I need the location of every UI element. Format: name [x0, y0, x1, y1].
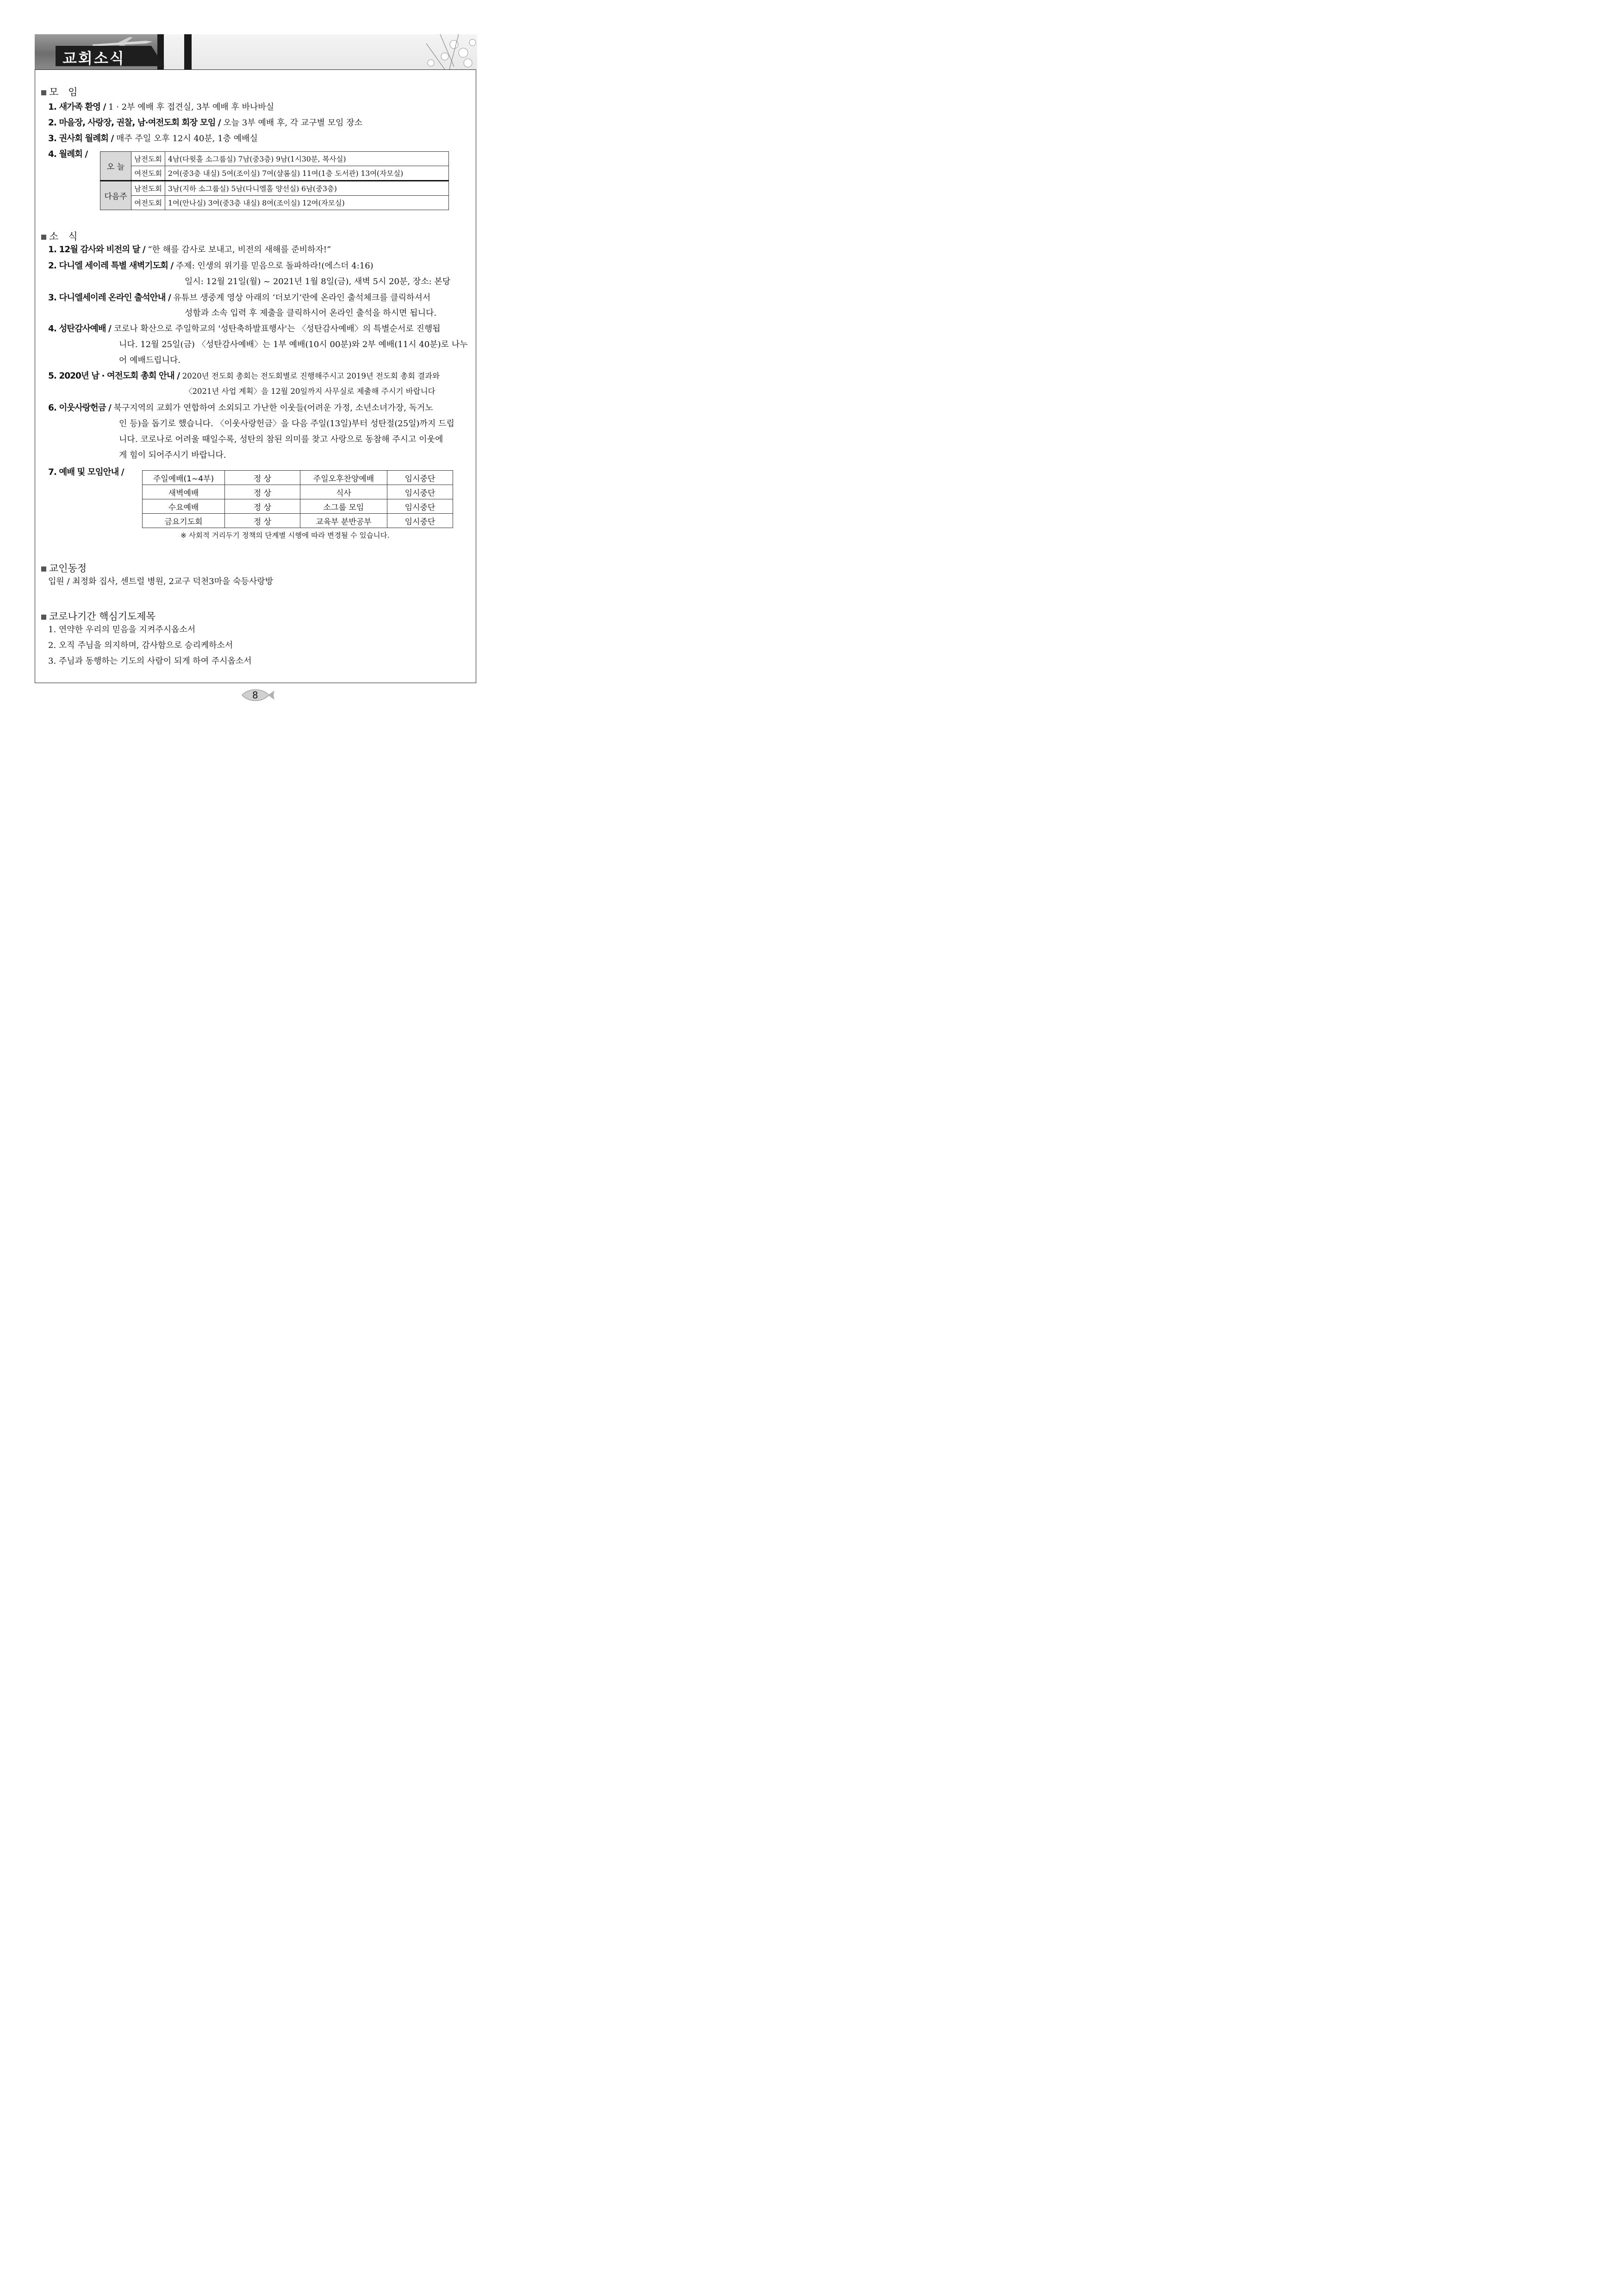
meeting-item: 4. 월례회 /	[48, 149, 88, 159]
news-item-line: 일시: 12월 21일(월) ~ 2021년 1월 8일(금), 새벽 5시 20분, 장소: 본당	[185, 277, 451, 286]
prayer-item: 1. 연약한 우리의 믿음을 지켜주시옵소서	[48, 625, 196, 635]
table-cell: 정 상	[225, 471, 300, 485]
table-row	[143, 514, 453, 528]
table-cell: 임시중단	[387, 514, 453, 528]
table-row	[100, 181, 449, 196]
banner-divider-bar	[184, 34, 192, 69]
table-cell: 정 상	[225, 485, 300, 499]
monthly-meeting-table	[100, 151, 449, 210]
row-text: 4남(다윗홀 소그룹실) 7남(중3층) 9남(1시30분, 복사실)	[165, 152, 449, 166]
header-banner	[35, 34, 477, 69]
flower-decoration-icon	[398, 34, 477, 69]
bullet-square-icon	[41, 566, 46, 572]
page-number: 8	[252, 690, 258, 701]
row-text: 2여(중3층 내실) 5여(조이실) 7여(샬롬실) 11여(1층 도서관) 13여(자모실)	[165, 166, 449, 181]
members-text: 입원 / 최정화 집사, 센트럴 병원, 2교구 덕천3마을 숙등사랑방	[48, 577, 274, 586]
row-label: 남전도회	[131, 152, 165, 166]
news-item-line: 어 예배드립니다.	[119, 355, 181, 365]
table-row	[100, 196, 449, 210]
group-cell: 오 늘	[100, 152, 131, 181]
table-row	[100, 166, 449, 181]
news-item-line: 〈2021년 사업 계획〉을 12월 20일까지 사무실로 제출해 주시기 바랍니다	[185, 387, 436, 396]
table-row	[143, 499, 453, 514]
table-row	[100, 152, 449, 166]
news-item: 4. 성탄감사예배 / 코로나 확산으로 주일학교의 '성탄축하발표행사'는 〈성탄감사예배〉의 특별순서로 진행됩	[48, 324, 441, 334]
table-row	[143, 485, 453, 499]
section-heading-members: 교인동정	[41, 561, 87, 575]
meeting-item: 1. 새가족 환영 / 1 · 2부 예배 후 접견실, 3부 예배 후 바나바실	[48, 102, 274, 112]
table-cell: 새벽예배	[143, 485, 225, 499]
table-cell: 임시중단	[387, 471, 453, 485]
group-cell: 다음주	[100, 181, 131, 210]
table-cell: 임시중단	[387, 485, 453, 499]
news-item-line: 인 등)을 돕기로 했습니다. 〈이웃사랑헌금〉을 다음 주일(13일)부터 성탄절(25일)까지 드립	[119, 419, 454, 429]
row-label: 여전도회	[131, 196, 165, 210]
news-item-line: 게 힘이 되어주시기 바랍니다.	[119, 450, 226, 460]
row-label: 남전도회	[131, 181, 165, 196]
row-text: 3남(지하 소그룹실) 5남(다니엘홀 양선실) 6남(중3층)	[165, 181, 449, 196]
news-item: 1. 12월 감사와 비전의 달 / “한 해를 감사로 보내고, 비전의 새해를 준비하자!”	[48, 245, 331, 255]
section-heading-prayer: 코로나기간 핵심기도제목	[41, 609, 156, 623]
table-cell: 소그룹 모임	[300, 499, 387, 514]
page-number-badge	[243, 687, 271, 703]
news-item: 2. 다니엘 세이레 특별 새벽기도회 / 주제: 인생의 위기를 믿음으로 돌파하라!(에스더 4:16)	[48, 261, 373, 271]
table-cell: 식사	[300, 485, 387, 499]
table-cell: 정 상	[225, 499, 300, 514]
news-item: 3. 다니엘세이레 온라인 출석안내 / 유튜브 생중계 영상 아래의 ‘더보기’란에 온라인 출석체크를 클릭하셔서	[48, 293, 431, 303]
section-heading-news: 소 식	[41, 229, 78, 243]
bullet-square-icon	[41, 235, 46, 240]
worship-schedule-table	[142, 470, 453, 528]
news-item-line: 니다. 12월 25일(금) 〈성탄감사예배〉는 1부 예배(10시 00분)와 2부 예배(11시 40분)로 나누	[119, 340, 468, 349]
news-item: 5. 2020년 남 · 여전도회 총회 안내 / 2020년 전도회 총회는 전도회별로 진행해주시고 2019년 전도회 총회 결과와	[48, 371, 440, 381]
row-text: 1여(안나실) 3여(중3층 내실) 8여(조이실) 12여(자모실)	[165, 196, 449, 210]
meeting-item: 2. 마을장, 사랑장, 권찰, 남·여전도회 회장 모임 / 오늘 3부 예배 후, 각 교구별 모임 장소	[48, 118, 363, 128]
table-row	[143, 471, 453, 485]
meeting-item: 3. 권사회 월례회 / 매주 주일 오후 12시 40분, 1층 예배실	[48, 134, 258, 143]
table-cell: 임시중단	[387, 499, 453, 514]
prayer-item: 2. 오직 주님을 의지하며, 감사함으로 승리케하소서	[48, 641, 233, 650]
section-heading-meetings: 모 임	[41, 85, 78, 99]
prayer-item: 3. 주님과 동행하는 기도의 사람이 되게 하여 주시옵소서	[48, 656, 252, 666]
table-cell: 교육부 분반공부	[300, 514, 387, 528]
news-item-line: 니다. 코로나로 어려울 때일수록, 성탄의 참된 의미를 찾고 사랑으로 동참해 주시고 이웃에	[119, 435, 443, 444]
news-item-line: 성함과 소속 입력 후 제출을 클릭하시어 온라인 출석을 하시면 됩니다.	[185, 308, 437, 318]
table-cell: 주일예배(1~4부)	[143, 471, 225, 485]
bullet-square-icon	[41, 90, 46, 95]
table-note: ※ 사회적 거리두기 정책의 단계별 시행에 따라 변경될 수 있습니다.	[180, 531, 390, 540]
row-label: 여전도회	[131, 166, 165, 181]
table-cell: 금요기도회	[143, 514, 225, 528]
page-title: 교회소식	[62, 50, 125, 67]
table-cell: 주일오후찬양예배	[300, 471, 387, 485]
table-cell: 정 상	[225, 514, 300, 528]
bullet-square-icon	[41, 615, 46, 620]
news-item: 7. 예배 및 모임안내 /	[48, 467, 124, 477]
news-item: 6. 이웃사랑헌금 / 북구지역의 교회가 연합하여 소외되고 가난한 이웃들(어려운 가정, 소년소녀가장, 독거노	[48, 403, 433, 413]
table-cell: 수요예배	[143, 499, 225, 514]
